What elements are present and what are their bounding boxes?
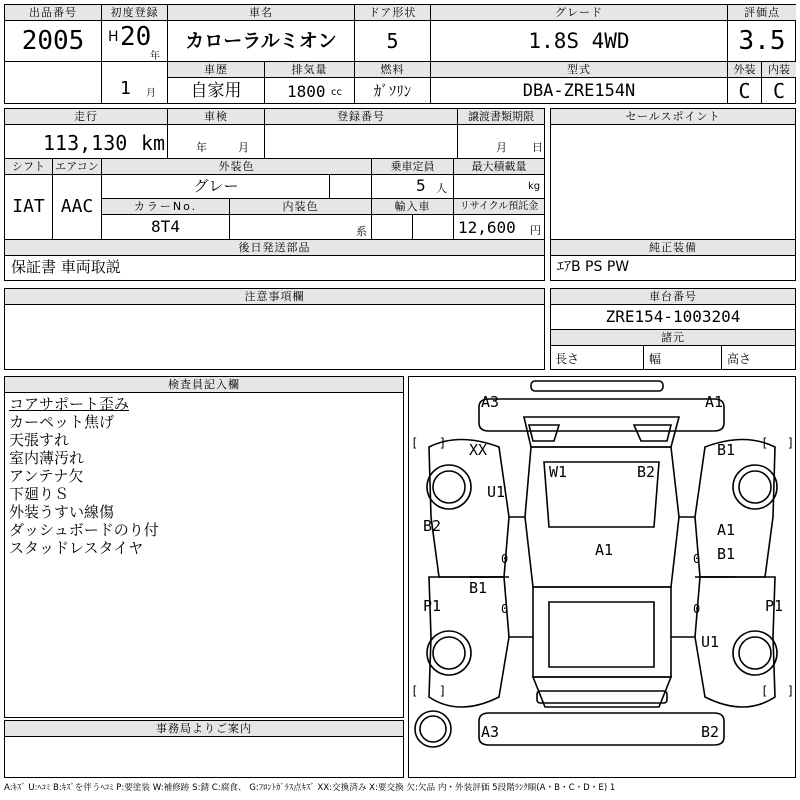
int-color-cell bbox=[230, 199, 372, 240]
damage-mark: P1 bbox=[765, 597, 784, 615]
inspector-note: カーペット焦げ bbox=[9, 413, 115, 431]
color-no-value: 8T4 bbox=[151, 217, 180, 236]
damage-mark: W1 bbox=[549, 463, 568, 481]
car-name: カローラルミオン bbox=[185, 30, 337, 52]
bracket-mark: ] bbox=[787, 684, 795, 698]
recycle-value: 12,600 bbox=[458, 218, 516, 237]
lot-blank bbox=[5, 62, 102, 104]
chassis-label: 車台番号 bbox=[551, 289, 795, 305]
grade-value: 1.8S 4WD bbox=[528, 29, 630, 53]
zero-mark: 0 bbox=[693, 552, 701, 566]
color-label: 外装色 bbox=[102, 159, 371, 175]
equipment-label: 純正装備 bbox=[551, 240, 795, 256]
car-name-label: 車名 bbox=[168, 5, 354, 21]
ac-value: AAC bbox=[60, 196, 94, 217]
first-reg-cell bbox=[102, 5, 168, 62]
int-grade-cell bbox=[762, 62, 796, 104]
notes-block bbox=[4, 288, 545, 370]
year-unit: 年 bbox=[150, 51, 160, 62]
damage-mark: B2 bbox=[637, 463, 656, 481]
dims-row bbox=[551, 346, 795, 370]
int-color-unit: 系 bbox=[356, 225, 367, 238]
model-cell bbox=[431, 62, 728, 104]
displacement-label: 排気量 bbox=[265, 62, 354, 78]
inspection-label: 車検 bbox=[168, 109, 264, 125]
transfer-month-unit: 月 bbox=[496, 141, 507, 154]
inspector-block bbox=[4, 376, 404, 718]
chassis-block bbox=[550, 288, 796, 370]
transfer-label: 譲渡書類期限 bbox=[458, 109, 544, 125]
model-label: 型式 bbox=[431, 62, 727, 78]
damage-mark: A1 bbox=[595, 541, 614, 559]
damage-mark: A3 bbox=[481, 393, 500, 411]
later-parts-label: 後日発送部品 bbox=[5, 240, 544, 256]
reg-number-cell bbox=[265, 109, 458, 159]
score-cell bbox=[728, 5, 796, 62]
height-label: 高さ bbox=[727, 352, 752, 366]
damage-mark: B2 bbox=[701, 723, 720, 741]
damage-mark: A3 bbox=[481, 723, 500, 741]
damage-mark: A1 bbox=[705, 393, 724, 411]
bracket-mark: ] bbox=[787, 436, 795, 450]
fuel-value: ｶﾞｿﾘﾝ bbox=[373, 82, 412, 100]
reg-year: 20 bbox=[120, 22, 152, 52]
history-value: 自家用 bbox=[190, 81, 242, 101]
inspector-note: コアサポート歪み bbox=[9, 395, 130, 413]
load-unit: kg bbox=[528, 181, 541, 192]
inspector-label: 検査員記入欄 bbox=[5, 377, 403, 393]
shift-cell bbox=[5, 159, 53, 240]
office-label: 事務局よりご案内 bbox=[5, 721, 403, 737]
mileage-value: 113,130 bbox=[43, 131, 128, 155]
office-block bbox=[4, 720, 404, 778]
recycle-label: リサイクル預託金 bbox=[454, 199, 544, 215]
car-diagram-block bbox=[408, 376, 796, 778]
damage-mark: A1 bbox=[717, 521, 736, 539]
displacement-cell bbox=[265, 62, 355, 104]
month-unit: 月 bbox=[146, 88, 156, 99]
damage-mark: B2 bbox=[423, 517, 442, 535]
mileage-label: 走行 bbox=[5, 109, 167, 125]
damage-mark: B1 bbox=[717, 441, 736, 459]
damage-mark: B1 bbox=[469, 579, 488, 597]
transfer-cell bbox=[458, 109, 544, 159]
fuel-cell bbox=[355, 62, 431, 104]
sales-points-label: セールスポイント bbox=[551, 109, 795, 125]
reg-month: 1 bbox=[120, 78, 131, 99]
bracket-mark: [ bbox=[411, 436, 419, 450]
seats-cell bbox=[372, 159, 454, 199]
seats-value: 5 bbox=[416, 176, 426, 195]
mileage-cell bbox=[5, 109, 168, 159]
ext-grade: C bbox=[738, 79, 751, 103]
sales-points-cell bbox=[551, 109, 795, 240]
chassis-number: ZRE154-1003204 bbox=[551, 305, 795, 330]
color-no-label: カラーNo. bbox=[102, 199, 229, 215]
import-cell bbox=[372, 199, 454, 240]
inspector-note: 室内薄汚れ bbox=[9, 449, 85, 467]
door-label: ドア形状 bbox=[355, 5, 430, 21]
history-label: 車歴 bbox=[168, 62, 264, 78]
shift-label: シフト bbox=[5, 159, 52, 175]
lot-number: 2005 bbox=[21, 26, 85, 56]
equipment-cell bbox=[551, 240, 795, 280]
grade-label: グレード bbox=[431, 5, 727, 21]
color-value: グレー bbox=[193, 177, 239, 195]
color-cell bbox=[102, 159, 372, 199]
ext-label: 外装 bbox=[728, 62, 761, 78]
load-cell bbox=[454, 159, 544, 199]
history-cell bbox=[168, 62, 265, 104]
damage-mark: XX bbox=[469, 441, 488, 459]
inspector-note: 外装うすい線傷 bbox=[9, 503, 115, 521]
score-value: 3.5 bbox=[738, 26, 786, 56]
door-cell bbox=[355, 5, 431, 62]
bracket-mark: [ bbox=[761, 436, 769, 450]
zero-mark: 0 bbox=[501, 602, 509, 616]
int-grade: C bbox=[772, 79, 786, 103]
mileage-unit: km bbox=[141, 131, 166, 155]
inspection-year-unit: 年 bbox=[196, 141, 207, 154]
lot-label: 出品番号 bbox=[5, 5, 101, 21]
recycle-cell bbox=[454, 199, 544, 240]
fuel-label: 燃料 bbox=[355, 62, 430, 78]
dims-label: 諸元 bbox=[551, 330, 795, 346]
reg-number-label: 登録番号 bbox=[265, 109, 457, 125]
zero-mark: 0 bbox=[501, 552, 509, 566]
displacement-value: 1800 bbox=[287, 82, 326, 101]
displacement-unit: cc bbox=[331, 87, 342, 98]
import-label: 輸入車 bbox=[372, 199, 453, 215]
damage-mark: B1 bbox=[717, 545, 736, 563]
seats-unit: 人 bbox=[436, 182, 447, 195]
inspector-note: ダッシュボードのり付 bbox=[9, 521, 159, 539]
notes-label: 注意事項欄 bbox=[5, 289, 544, 305]
ac-cell bbox=[53, 159, 102, 240]
inspection-cell bbox=[168, 109, 265, 159]
equipment-value: ｴｱB PS PW bbox=[557, 259, 630, 275]
zero-mark: 0 bbox=[693, 602, 701, 616]
transfer-day-unit: 日 bbox=[532, 141, 543, 154]
int-label: 内装 bbox=[762, 62, 796, 78]
later-parts-value: 保証書 車両取説 bbox=[11, 258, 121, 276]
inspector-note: 天張すれ bbox=[9, 431, 70, 449]
damage-mark: U1 bbox=[487, 483, 506, 501]
lot-cell bbox=[5, 5, 102, 62]
inspection-month-unit: 月 bbox=[238, 141, 249, 154]
grade-cell bbox=[431, 5, 728, 62]
width-label: 幅 bbox=[649, 352, 662, 366]
damage-mark: P1 bbox=[423, 597, 442, 615]
bracket-mark: [ bbox=[411, 684, 419, 698]
header-block bbox=[4, 4, 796, 104]
length-label: 長さ bbox=[555, 352, 580, 366]
ext-grade-cell bbox=[728, 62, 762, 104]
door-value: 5 bbox=[386, 29, 399, 53]
shift-value: IAT bbox=[12, 196, 45, 217]
car-name-cell bbox=[168, 5, 355, 62]
vehicle-info-block bbox=[4, 108, 545, 281]
ac-label: エアコン bbox=[53, 159, 101, 175]
reg-month-cell bbox=[102, 62, 168, 104]
load-label: 最大積載量 bbox=[454, 159, 544, 175]
legend-text: A:ｷｽﾞ U:ﾍｺﾐ B:ｷｽﾞを伴うﾍｺﾐ P:要塗装 W:補修跡 S:錆 C:腐食、 G:ﾌﾛﾝﾄｶﾞﾗｽ点ｷｽﾞ XX:交換済み X:要交換 欠:欠品 内・外装評価 5段階ﾗﾝｸ順(A・B・C・D・E) 1 bbox=[4, 783, 616, 793]
inspector-note: スタッドレスタイヤ bbox=[9, 539, 144, 557]
bracket-mark: [ bbox=[761, 684, 769, 698]
model-value: DBA-ZRE154N bbox=[522, 81, 636, 101]
later-parts-cell bbox=[5, 240, 544, 280]
car-diagram bbox=[409, 377, 795, 777]
damage-mark: U1 bbox=[701, 633, 720, 651]
int-color-label: 内装色 bbox=[230, 199, 371, 215]
score-label: 評価点 bbox=[728, 5, 796, 21]
inspector-notes bbox=[5, 393, 403, 557]
era: H bbox=[108, 29, 119, 45]
seats-label: 乗車定員 bbox=[372, 159, 453, 175]
bracket-mark: ] bbox=[439, 436, 447, 450]
inspector-note: 下廻りＳ bbox=[9, 485, 70, 503]
sales-equip-block bbox=[550, 108, 796, 281]
recycle-unit: 円 bbox=[530, 224, 541, 237]
inspector-note: アンテナ欠 bbox=[9, 467, 84, 485]
color-no-cell bbox=[102, 199, 230, 240]
first-reg-label: 初度登録 bbox=[102, 5, 167, 21]
bracket-mark: ] bbox=[439, 684, 447, 698]
